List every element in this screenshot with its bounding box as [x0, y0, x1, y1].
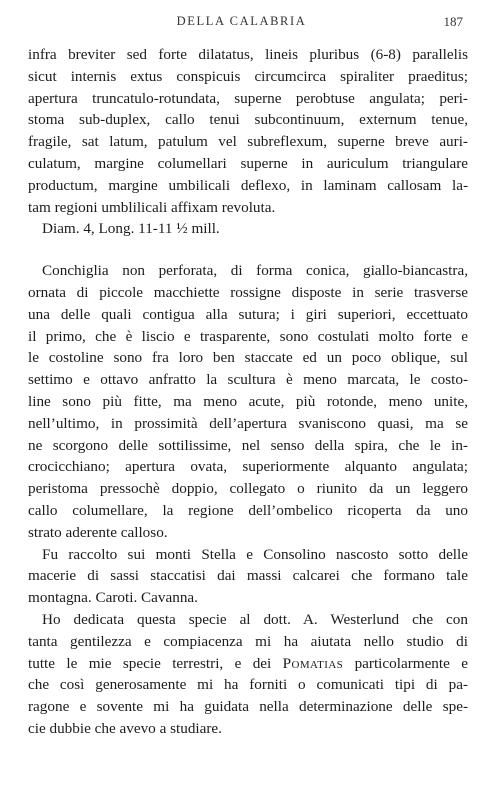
text-line: culatum, margine columellari superne in auriculum triangulare	[28, 154, 468, 172]
body-text	[28, 44, 468, 740]
text-line: montagna. Caroti. Cavanna.	[28, 589, 198, 607]
running-head	[0, 14, 483, 34]
page-number: 187	[443, 14, 463, 29]
text-line: una delle quali contigua alla sutura; i giri superiori, eccettuato	[28, 305, 468, 323]
text-line: infra breviter sed forte dilatatus, lineis pluribus (6-8) parallelis	[28, 46, 468, 63]
text-line: apertura truncatulo-rotundata, superne perobtuse angulata; peri-	[28, 89, 468, 107]
text-line: peristoma pressochè doppio, collegato o riunito da un leggero	[28, 480, 468, 498]
text-line: ornata di piccole macchiette rossigne disposte in serie trasverse	[28, 283, 468, 301]
text-line: line sono più fitte, ma meno acute, più rotonde, meno unite,	[28, 392, 468, 410]
text-line: macerie di sassi staccatisi dai massi calcarei che formano tale	[28, 567, 468, 585]
text-line: fragile, sat latum, patulum vel subreflexum, superne breve auri-	[28, 133, 468, 151]
text-fragment: particolarmente e	[343, 654, 468, 672]
text-line: Fu raccolto sui monti Stella e Consolino nascosto sotto delle	[42, 545, 468, 563]
text-line: settimo e ottavo anfratto la scultura è meno marcata, le costo-	[28, 371, 468, 389]
text-line: ragone e sovente mi ha guidata nella determinazione delle spe-	[28, 698, 468, 716]
text-line: Ho dedicata questa specie al dott. A. Westerlund che con	[42, 610, 468, 628]
latin-diagnosis	[28, 44, 468, 218]
text-line: tam regioni umblilicali affixam revoluta.	[28, 198, 276, 216]
text-line: callo columellare, la regione dell’ombelico ricoperta da uno	[28, 501, 468, 519]
text-fragment: tutte le mie specie terrestri, e dei	[28, 654, 283, 672]
text-line: productum, margine umbilicali deflexo, in laminam callosam la-	[28, 176, 468, 194]
genus-name: Pomatias	[282, 654, 344, 672]
text-line: nell’ultimo, in prossimità dell’apertura svaniscono quasi, ma se	[28, 414, 468, 432]
text-line: il primo, che è liscio e trasparente, sono costulati molto forte e	[28, 327, 468, 345]
text-line: Conchiglia non perforata, di forma conica, giallo-biancastra,	[42, 262, 468, 280]
locality-paragraph	[28, 544, 468, 609]
description-paragraph	[28, 260, 468, 543]
measurements: Diam. 4, Long. 11-11 ½ mill.	[42, 220, 220, 238]
text-line	[28, 653, 468, 675]
text-line: che così generosamente mi ha forniti o comunicati tipi di pa-	[28, 676, 468, 694]
dedication-paragraph	[28, 609, 468, 740]
text-line: le costoline sono fra loro ben staccate ed un poco oblique, sul	[28, 349, 468, 367]
running-title: DELLA CALABRIA	[176, 14, 307, 28]
text-line: ne scorgono delle sottilissime, nel senso della spira, che le in-	[28, 436, 468, 454]
text-line: crocicchiano; apertura ovata, superiormente alquanto angulata;	[28, 458, 468, 476]
text-line: cie dubbie che avevo a studiare.	[28, 719, 222, 737]
text-line: stoma sub-duplex, callo tenui subcontinuum, externum tenue,	[28, 111, 468, 129]
paragraph-gap	[28, 240, 468, 260]
text-line: strato aderente calloso.	[28, 523, 168, 541]
text-line: sicut internis extus conspicuis circumcirca spiraliter praeditus;	[28, 67, 468, 85]
text-line: tanta gentilezza e compiacenza mi ha aiutata nello studio di	[28, 632, 468, 650]
